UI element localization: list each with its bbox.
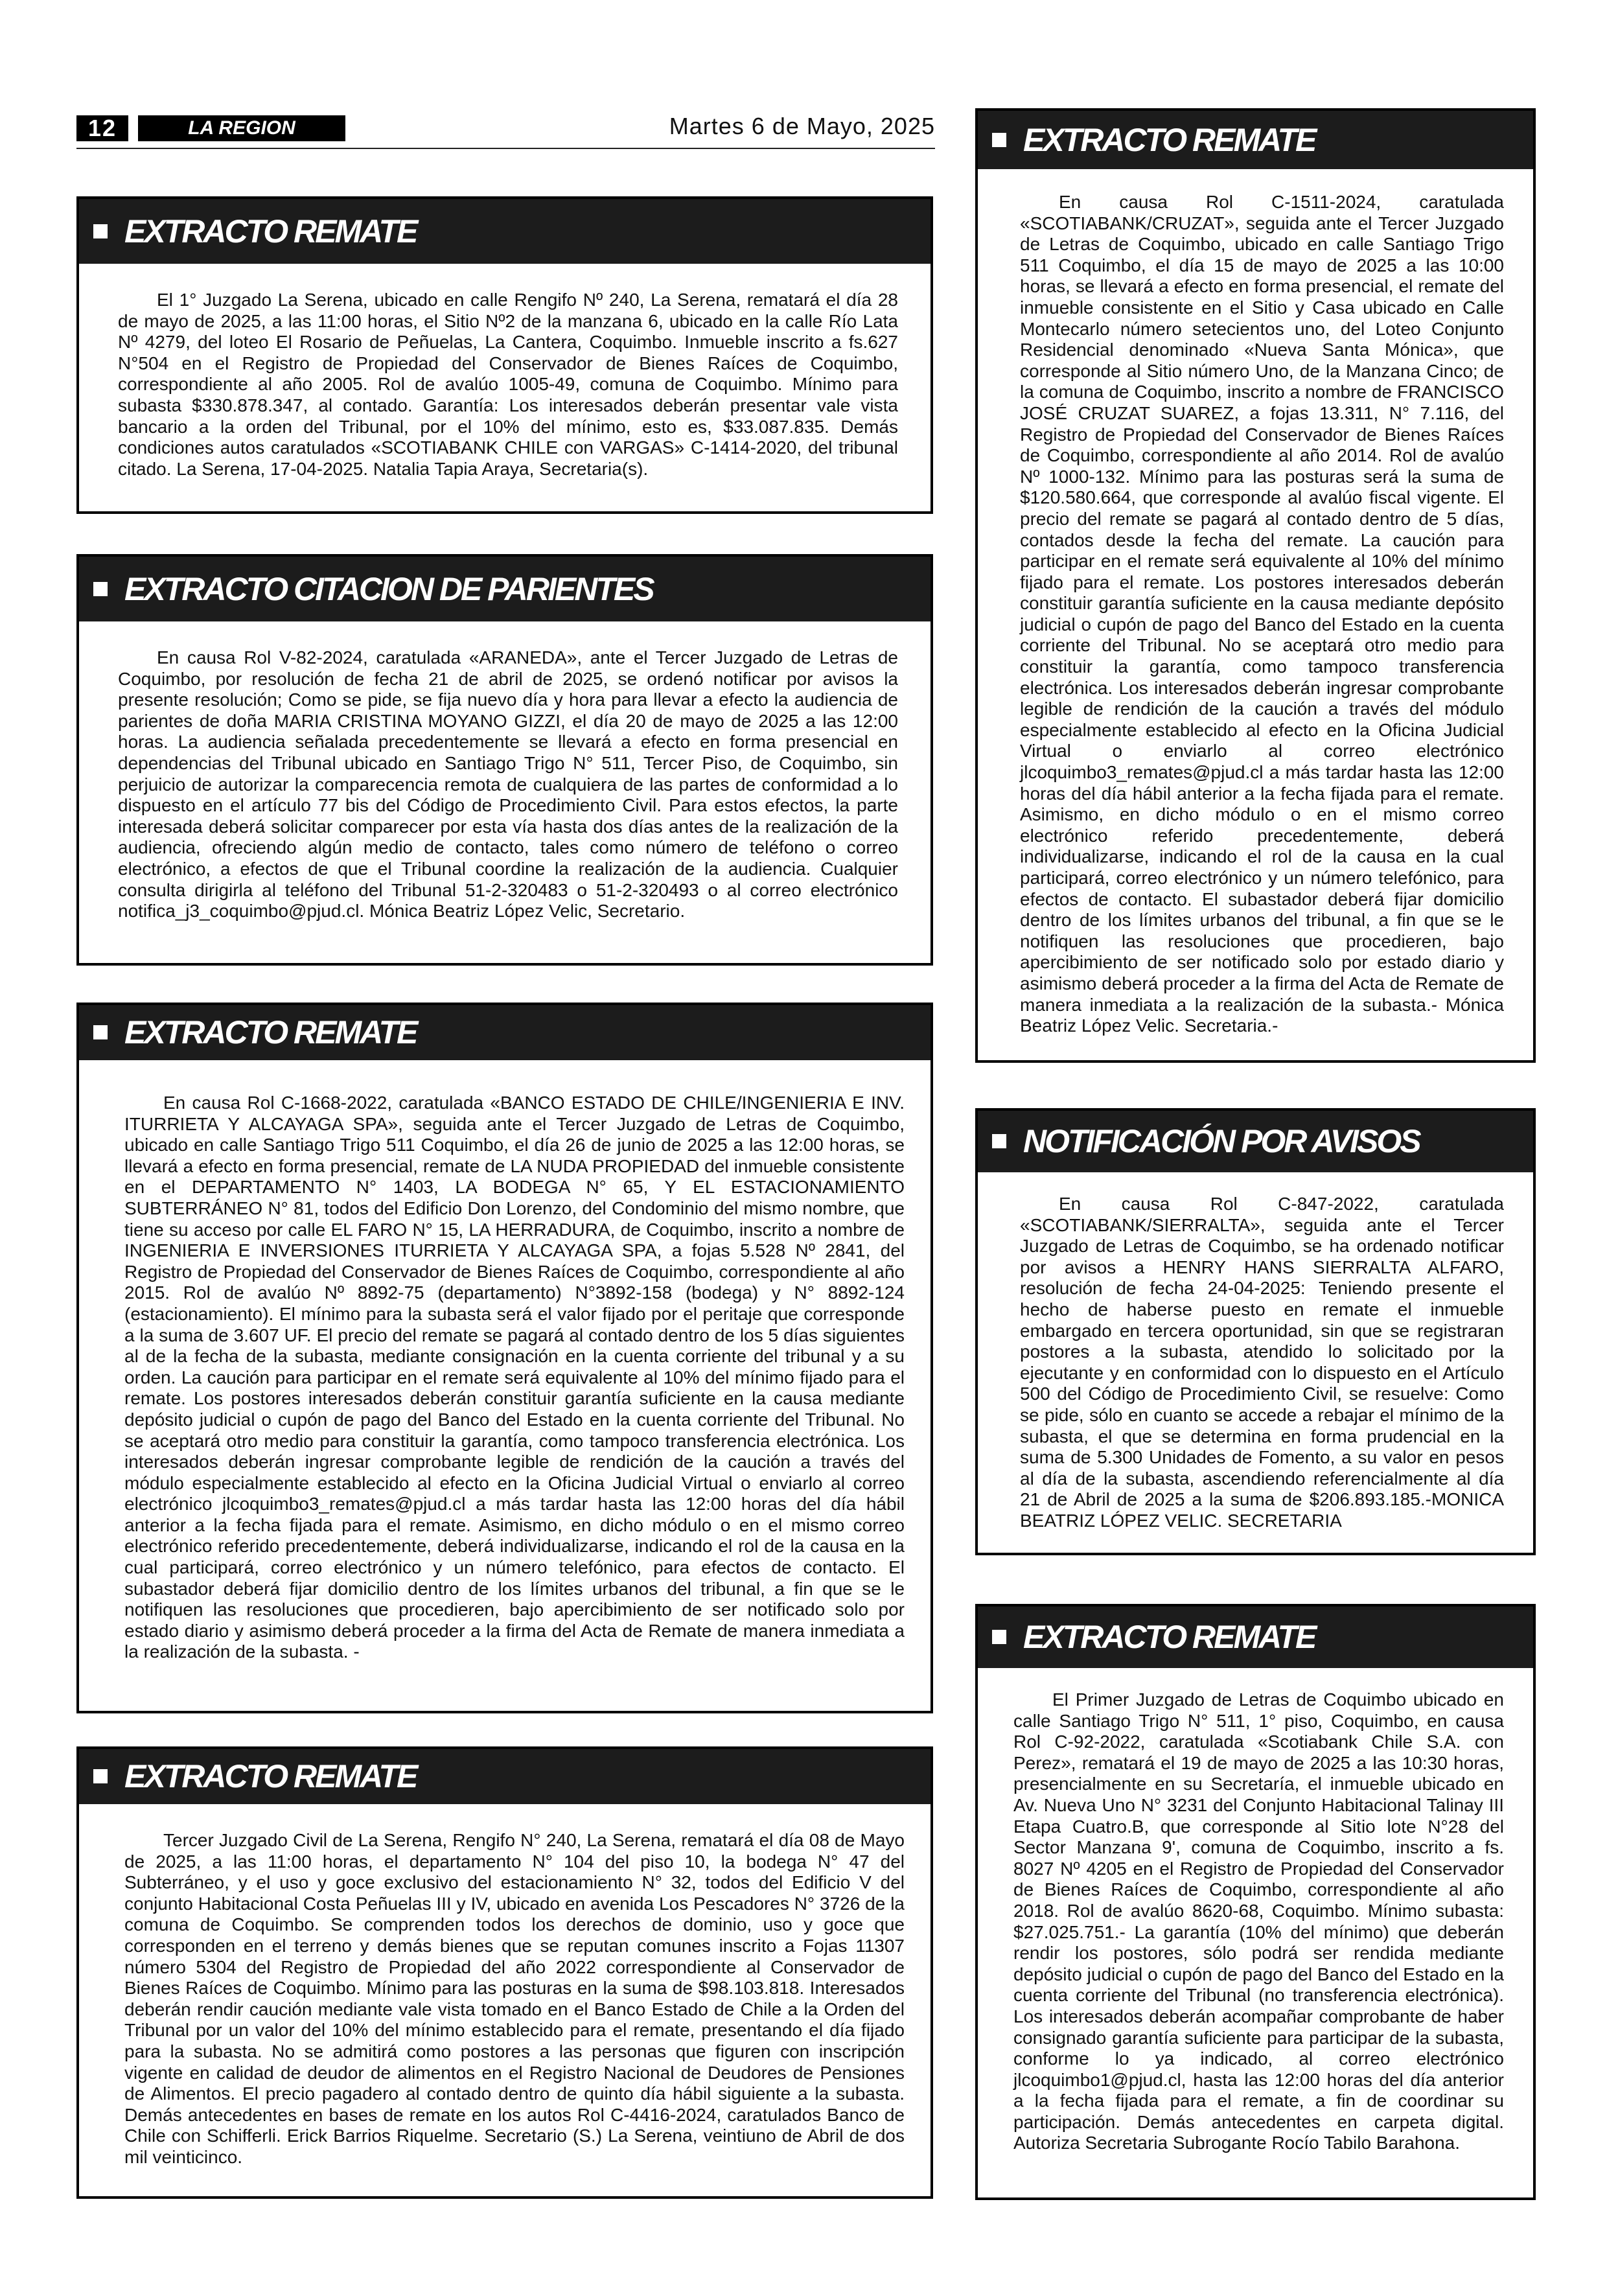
- notice-body: [124, 1830, 905, 2168]
- notice-body: [118, 647, 898, 922]
- issue-date: Martes 6 de Mayo, 2025: [669, 113, 935, 139]
- header-rule: [76, 148, 935, 149]
- page-header: [76, 110, 935, 149]
- notice-title: EXTRACTO REMATE: [124, 213, 417, 249]
- square-bullet-icon: [93, 582, 108, 596]
- notice-notificacion: [975, 1108, 1536, 1555]
- notice-title: NOTIFICACIÓN POR AVISOS: [1023, 1123, 1420, 1159]
- notice-title: EXTRACTO CITACION DE PARIENTES: [124, 571, 653, 607]
- notice-body: [124, 1093, 905, 1663]
- notice-text: Tercer Juzgado Civil de La Serena, Rengifo N° 240, La Serena, rematará el día 08 de Mayo de 2025, a las 11:00 horas, el departamento N° 104 del piso 10, la bodega N° 47 del Subterráneo, y el uso y goce exclusivo del estacionamiento N° 32, todos del Edificio V del conjunto Habitacional Costa Peñuelas III y IV, ubicado en avenida Los Pescadores N° 3726 de la comuna de Coquimbo. Se comprenden todos los derechos de dominio, uso y goce que corresponden en el terreno y demás bienes que se reputan comunes inscrito a Fojas 11307 número 5304 del Registro de Propiedad del año 2022 correspondiente al Conservador de Bienes Raíces de Coquimbo. Mínimo para las posturas en la suma de $98.103.818. Interesados deberán rendir caución mediante vale vista tomado en el Banco Estado de Chile a la Orden del Tribunal por un valor del 10% del mínimo establecido para el remate, presentando el día fijado para la subasta. No se admitirá como postores a las personas que figuren con inscripción vigente en calidad de deudor de alimentos en el Registro Nacional de Deudores de Pensiones de Alimentos. El precio pagadero al contado dentro de quinto día hábil siguiente a la subasta. Demás antecedentes en bases de remate en los autos Rol C-4416-2024, caratulados Banco de Chile con Schifferli. Erick Barrios Riquelme. Secretario (S.) La Serena, veintiuno de Abril de dos mil veinticinco.: [124, 1830, 905, 2167]
- notice-text: En causa Rol V-82-2024, caratulada «ARANEDA», ante el Tercer Juzgado de Letras de Coquimbo, por resolución de fecha 21 de abril de 2025, se ordenó notificar por avisos la presente resolución; Como se pide, se fija nuevo día y hora para llevar a efecto la audiencia de parientes de doña MARIA CRISTINA MOYANO GIZZI, el día 20 de mayo de 2025 a las 12:00 horas. La audiencia señalada precedentemente se llevará a efecto en forma presencial en dependencias del Tribunal ubicado en Santiago Trigo N° 511, Tercer Piso, de Coquimbo, sin perjuicio de autorizar la comparecencia remota de cualquiera de las partes de conformidad a lo dispuesto en el artículo 77 bis del Código de Procedimiento Civil. Para estos efectos, la parte interesada deberá solicitar comparecer por esta vía hasta dos días antes de la realización de la audiencia, ofreciendo algún medio de contacto, tales como número de teléfono o correo electrónico, a efectos de que el Tribunal coordine la realización de la audiencia. Cualquier consulta dirigirla al teléfono del Tribunal 51-2-320483 o 51-2-320493 o al correo electrónico notifica_j3_coquimbo@pjud.cl. Mónica Beatriz López Velic, Secretario.: [118, 647, 898, 922]
- page-number: 12: [76, 115, 128, 141]
- newspaper-logo: LA REGION: [138, 115, 345, 141]
- notice-text: El 1° Juzgado La Serena, ubicado en calle Rengifo Nº 240, La Serena, rematará el día 28 de mayo de 2025, a las 11:00 horas, el Sitio Nº2 de la manzana 6, ubicado en la calle Río Lata Nº 4279, del loteo El Rosario de Peñuelas, La Cantera, Coquimbo. Inmueble inscrito a fs.627 N°504 en el Registro de Propiedad del Conservador de Bienes Raíces de Coquimbo, correspondiente al año 2005. Rol de avalúo 1005-49, comuna de Coquimbo. Mínimo para subasta $330.878.347, al contado. Garantía: Los interesados deberán presentar vale vista bancario a la orden del Tribunal, por el 10% del mínimo, esto es, $33.087.835. Demás condiciones autos caratulados «SCOTIABANK CHILE con VARGAS» C-1414-2020, del tribunal citado. La Serena, 17-04-2025. Natalia Tapia Araya, Secretaria(s).: [118, 290, 898, 479]
- square-bullet-icon: [93, 1769, 108, 1783]
- notice-title-bar: [79, 1749, 931, 1804]
- notice-text: En causa Rol C-1668-2022, caratulada «BANCO ESTADO DE CHILE/INGENIERIA E INV. ITURRIETA Y ALCAYAGA SPA», seguida ante el Tercer Juzgado de Letras de Coquimbo, ubicado en calle Santiago Trigo 511 Coquimbo, el día 26 de junio de 2025 a las 12:00 horas, se llevará a efecto en forma presencial, remate de LA NUDA PROPIEDAD del inmueble consistente en el DEPARTAMENTO N° 1403, LA BODEGA N° 65, Y EL ESTACIONAMIENTO SUBTERRÁNEO N° 81, todos del Edificio Don Lorenzo, del Condominio del mismo nombre, que tiene su acceso por calle EL FARO N° 15, LA HERRADURA, de Coquimbo, inscrito a nombre de INGENIERIA E INVERSIONES ITURRIETA Y ALCAYAGA SPA, a fojas 5.528 Nº 2841, del Registro de Propiedad del Conservador de Bienes Raíces de Coquimbo, correspondiente al año 2015. Rol de avalúo Nº 8892-75 (departamento) N°3892-158 (bodega) y N° 8892-124 (estacionamiento). El mínimo para la subasta será el valor fijado por el peritaje que corresponde a la suma de 3.607 UF. El precio del remate se pagará al contado dentro de los 5 días siguientes al de la fecha de la subasta, mediante consignación en la cuenta corriente del tribunal y a su orden. La caución para participar en el remate será equivalente al 10% del mínimo fijado para el remate. Los postores interesados deberán constituir garantía suficiente en la causa mediante depósito judicial o cupón de pago del Banco del Estado en la cuenta corriente del Tribunal. No se aceptará otro medio para constituir la garantía, como tampoco transferencia electrónica. Los interesados deberán ingresar comprobante legible de rendición de la caución a través del módulo especialmente establecido al efecto en la Oficina Judicial Virtual o enviarlo al correo electrónico jlcoquimbo3_remates@pjud.cl a más tardar hasta las 12:00 horas del día hábil anterior a la fecha fijada para el remate. Asimismo, en dicho módulo o en el mismo correo electrónico referido precedentemente, deberá individualizarse, indicando el rol de la causa en la cual participará, correo electrónico y un número telefónico, para efectos de contacto. El subastador deberá fijar domicilio dentro de los límites urbanos del tribunal, a fin que se le notifiquen las resoluciones que procedieren, bajo apercibimiento de ser notificado solo por estado diario y asimismo deberá proceder a la firma del Acta de Remate de manera inmediata a la realización de la subasta. -: [124, 1093, 905, 1662]
- notice-title: EXTRACTO REMATE: [1023, 122, 1315, 158]
- square-bullet-icon: [93, 224, 108, 238]
- notice-citacion: [76, 554, 933, 966]
- square-bullet-icon: [992, 133, 1006, 147]
- notice-body: [1013, 1689, 1504, 2154]
- notice-title: EXTRACTO REMATE: [124, 1758, 417, 1794]
- notice-text: En causa Rol C-1511-2024, caratulada «SCOTIABANK/CRUZAT», seguida ante el Tercer Juzgado de Letras de Coquimbo, ubicado en calle Santiago Trigo 511 Coquimbo, el día 15 de mayo de 2025 a las 10:00 horas, se llevará a efecto en forma presencial, el remate del inmueble consistente en el Sitio y Casa ubicado en Calle Montecarlo número setecientos uno, del Loteo Conjunto Residencial denominado «Nueva Santa Mónica», que corresponde al Sitio número Uno, de la Manzana Cinco; de la comuna de Coquimbo, inscrito a nombre de FRANCISCO JOSÉ CRUZAT SUAREZ, a fojas 13.311, N° 7.116, del Registro de Propiedad del Conservador de Bienes Raíces de Coquimbo, correspondiente al año 2014. Rol de avalúo Nº 1000-132. Mínimo para las posturas será la suma de $120.580.664, que corresponde al avalúo fiscal vigente. El precio del remate se pagará al contado dentro de 5 días, contados desde la fecha del remate. La caución para participar en el remate será equivalente al 10% del mínimo fijado para el remate. Los postores interesados deberán constituir garantía suficiente en la causa mediante depósito judicial o cupón de pago del Banco del Estado en la cuenta corriente del Tribunal. No se aceptará otro medio para constituir la garantía, como tampoco transferencia electrónica. Los interesados deberán ingresar comprobante legible de rendición de la caución a través del módulo especialmente establecido al efecto en la Oficina Judicial Virtual o enviarlo al correo electrónico jlcoquimbo3_remates@pjud.cl a más tardar hasta las 12:00 horas del día hábil anterior a la fecha fijada para el remate. Asimismo, en dicho módulo o en el mismo correo electrónico referido precedentemente, deberá individualizarse, indicando el rol de la causa en la cual participará, correo electrónico y un número telefónico, para efectos de contacto. El subastador deberá fijar domicilio dentro de los límites urbanos del tribunal, a fin que se le notifiquen las resoluciones que procedieren, bajo apercibimiento de ser notificado solo por estado diario y asimismo deberá proceder a la firma del Acta de Remate de manera inmediata a la realización de la subasta.- Mónica Beatriz López Velic. Secretaria.-: [1020, 192, 1504, 1036]
- notice-title-bar: [978, 1111, 1533, 1172]
- notice-remate-1: [76, 196, 933, 514]
- notice-remate-3: [76, 1746, 933, 2199]
- notice-title-bar: [79, 1005, 931, 1060]
- notice-text: El Primer Juzgado de Letras de Coquimbo ubicado en calle Santiago Trigo N° 511, 1° piso, Coquimbo, en causa Rol C-92-2022, caratulada «Scotiabank Chile S.A. con Perez», rematará el 19 de mayo de 2025 a las 10:30 horas, presencialmente en su Secretaría, el inmueble ubicado en Av. Nueva Uno N° 3231 del Conjunto Habitacional Talinay III Etapa Cuatro.B, que corresponde al Sitio lote N°28 del Sector Manzana 9', comuna de Coquimbo, inscrito a fs. 8027 Nº 4205 en el Registro de Propiedad del Conservador de Bienes Raíces de Coquimbo, correspondiente al año 2018. Rol de avalúo 8620-68, Coquimbo. Mínimo subasta: $27.025.751.- La garantía (10% del mínimo) que deberán rendir los postores, sólo podrá ser rendida mediante depósito judicial o cupón de pago del Banco del Estado en la cuenta corriente del Tribunal (no transferencia electrónica). Los interesados deberán acompañar comprobante de haber consignado garantía suficiente para participar de la subasta, conforme lo ya indicado, al correo electrónico jlcoquimbo1@pjud.cl, hasta las 12:00 horas del día anterior a la fecha fijada para el remate, a fin de coordinar su participación. Demás antecedentes en carpeta digital. Autoriza Secretaria Subrogante Rocío Tabilo Barahona.: [1013, 1689, 1504, 2153]
- notice-title-bar: [79, 199, 931, 264]
- notice-body: [1020, 1194, 1504, 1532]
- square-bullet-icon: [992, 1630, 1006, 1644]
- notice-remate-2: [76, 1003, 933, 1713]
- square-bullet-icon: [992, 1134, 1006, 1148]
- notice-title: EXTRACTO REMATE: [124, 1014, 417, 1050]
- notice-body: [118, 290, 898, 480]
- notice-title-bar: [978, 111, 1533, 169]
- notice-body: [1020, 192, 1504, 1037]
- notice-remate-5: [975, 1604, 1536, 2200]
- notice-title-bar: [978, 1606, 1533, 1668]
- notice-title: EXTRACTO REMATE: [1023, 1619, 1315, 1655]
- notice-remate-4: [975, 108, 1536, 1063]
- notice-text: En causa Rol C-847-2022, caratulada «SCOTIABANK/SIERRALTA», seguida ante el Tercer Juzgado de Letras de Coquimbo, se ha ordenado notificar por avisos a HENRY HANS SIERRALTA ALFARO, resolución de fecha 24-04-2025: Teniendo presente el hecho de haberse puesto en remate el inmueble embargado en tercera oportunidad, sin que se registraran postores a la subasta, atendido lo solicitado por la ejecutante y en conformidad con lo dispuesto en el Artículo 500 del Código de Procedimiento Civil, se resuelve: Como se pide, sólo en cuanto se accede a rebajar el mínimo de la subasta, el que se determina en forma prudencial en la suma de 5.300 Unidades de Fomento, a su valor en pesos al día de la subasta, ascendiendo referencialmente al día 21 de Abril de 2025 a la suma de $206.893.185.-MONICA BEATRIZ LÓPEZ VELIC. SECRETARIA: [1020, 1194, 1504, 1531]
- notice-title-bar: [79, 557, 931, 621]
- square-bullet-icon: [93, 1025, 108, 1039]
